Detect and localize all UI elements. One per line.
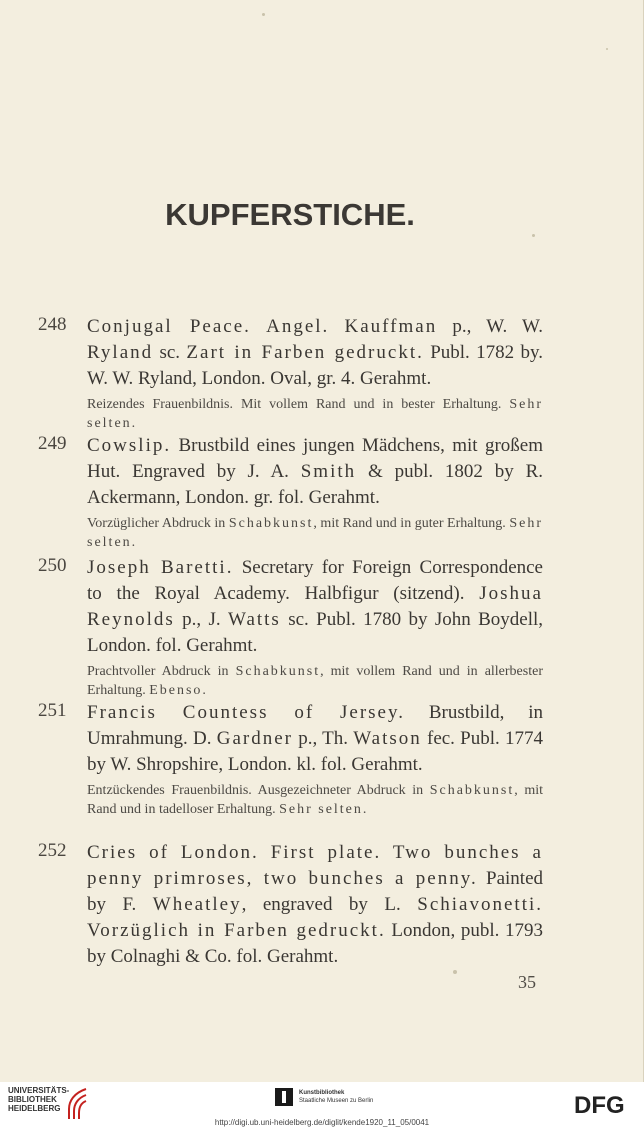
text-run: Brustbild eines jungen Mädchens, mit großem Hut. Engraved by J. A. bbox=[87, 435, 543, 482]
text-run: Reizendes Frauenbildnis. Mit vollem Rand und in bester Erhaltung. bbox=[87, 397, 510, 412]
entry-number: 252 bbox=[38, 840, 67, 861]
text-run bbox=[329, 316, 344, 337]
text-run: Entzückendes Frauenbildnis. Ausgezeichneter Abdruck in bbox=[87, 783, 430, 798]
permalink-url[interactable]: http://digi.ub.uni-heidelberg.de/diglit/kende1920_11_05/0041 bbox=[214, 1118, 430, 1127]
spaced-text: Smith bbox=[300, 461, 357, 482]
spaced-text: Schabkunst bbox=[228, 516, 314, 531]
entry-description bbox=[87, 555, 543, 659]
text-run: Prachtvoller Abdruck in bbox=[87, 664, 236, 679]
text-run: & publ. 1802 by R. Ackermann, London. gr. fol. Gerahmt. bbox=[87, 461, 543, 508]
spaced-text: Conjugal Peace. bbox=[87, 316, 251, 337]
spaced-text: Kauffman bbox=[344, 316, 438, 337]
text-run: Secretary for Foreign Correspondence to the Royal Academy. Halbfigur (sitzend). bbox=[87, 557, 543, 604]
kunstbibliothek-label[interactable]: Kunstbibliothek Staatliche Museen zu Berlin bbox=[299, 1090, 374, 1104]
spaced-text: Sehr selten. bbox=[87, 397, 543, 431]
catalog-entry-250 bbox=[38, 555, 543, 700]
text-run: , mit vollem Rand und in allerbester Erhaltung. bbox=[87, 664, 543, 698]
ub-heidelberg-label[interactable]: UNIVERSITÄTS- BIBLIOTHEK HEIDELBERG bbox=[8, 1086, 70, 1113]
entry-note bbox=[87, 662, 543, 700]
spaced-text: Gardner bbox=[216, 728, 293, 749]
text-run: , mit Rand und in tadelloser Erhaltung. bbox=[87, 783, 544, 817]
text-run bbox=[251, 316, 266, 337]
spaced-text: Joshua Reynolds bbox=[87, 583, 543, 630]
spaced-text: Sehr selten. bbox=[87, 516, 543, 550]
entry-description bbox=[87, 840, 543, 970]
entry-note bbox=[87, 395, 543, 433]
text-run: p., Th. bbox=[292, 728, 354, 749]
text-run: Brustbild, in Umrahmung. D. bbox=[87, 702, 543, 749]
entry-number: 249 bbox=[38, 433, 67, 454]
spaced-text: Schiavonetti. bbox=[417, 894, 544, 915]
spaced-text: Watts bbox=[228, 609, 281, 630]
text-run: p., J. bbox=[174, 609, 229, 630]
spaced-text: Vorzüglich in Farben gedruckt. bbox=[87, 920, 386, 941]
text-run: , mit Rand und in guter Erhaltung. bbox=[313, 516, 510, 531]
text-run: Painted by F. bbox=[87, 868, 543, 915]
entry-description bbox=[87, 314, 543, 392]
spaced-text: Cowslip. bbox=[87, 435, 172, 456]
text-run: fec. Publ. 1774 by W. Shropshire, London. kl. fol. Gerahmt. bbox=[87, 728, 543, 775]
spaced-text: Cries of London. First plate. Two bunches a penny primroses, two bunches a penny. bbox=[87, 842, 543, 889]
catalog-entry-251 bbox=[38, 700, 543, 819]
spaced-text: Francis Countess of Jersey. bbox=[87, 702, 406, 723]
text-run: sc. bbox=[153, 342, 187, 363]
page-number: 35 bbox=[518, 972, 536, 992]
dfg-logo[interactable]: DFG bbox=[574, 1092, 625, 1119]
page-title: KUPFERSTICHE. bbox=[165, 197, 415, 232]
text-run: , engraved by L. bbox=[241, 894, 418, 915]
spaced-text: Schabkunst bbox=[235, 664, 321, 679]
entry-number: 248 bbox=[38, 314, 67, 335]
digitization-footer bbox=[0, 1082, 644, 1129]
spaced-text: Schabkunst bbox=[429, 783, 515, 798]
text-run: Publ. 1782 by. W. W. Ryland, London. Oval, gr. 4. Gerahmt. bbox=[87, 342, 544, 389]
spaced-text: Ebenso. bbox=[149, 683, 208, 698]
entry-note bbox=[87, 781, 543, 819]
catalog-entry-249 bbox=[38, 433, 543, 552]
entry-description bbox=[87, 433, 543, 511]
text-run: London, publ. 1793 by Colnaghi & Co. fol. Gerahmt. bbox=[87, 920, 543, 967]
spaced-text: Zart in Farben gedruckt. bbox=[186, 342, 424, 363]
catalog-entry-252 bbox=[38, 840, 543, 970]
kunstbibliothek-logo-icon[interactable] bbox=[275, 1088, 293, 1106]
spaced-text: Angel. bbox=[266, 316, 330, 337]
entry-number: 250 bbox=[38, 555, 67, 576]
ub-heidelberg-logo-icon[interactable] bbox=[64, 1087, 90, 1121]
entry-description bbox=[87, 700, 543, 778]
spaced-text: Sehr selten. bbox=[279, 802, 369, 817]
spaced-text: Watson bbox=[353, 728, 422, 749]
text-run: p., W. W. bbox=[437, 316, 543, 337]
entry-note bbox=[87, 514, 543, 552]
text-run: Vorzüglicher Abdruck in bbox=[87, 516, 229, 531]
text-run: sc. Publ. 1780 by John Boydell, London. fol. Gerahmt. bbox=[87, 609, 543, 656]
spaced-text: Joseph Baretti. bbox=[87, 557, 234, 578]
catalog-entry-248 bbox=[38, 314, 543, 433]
spaced-text: Wheatley bbox=[152, 894, 242, 915]
entry-number: 251 bbox=[38, 700, 67, 721]
spaced-text: Ryland bbox=[87, 342, 154, 363]
